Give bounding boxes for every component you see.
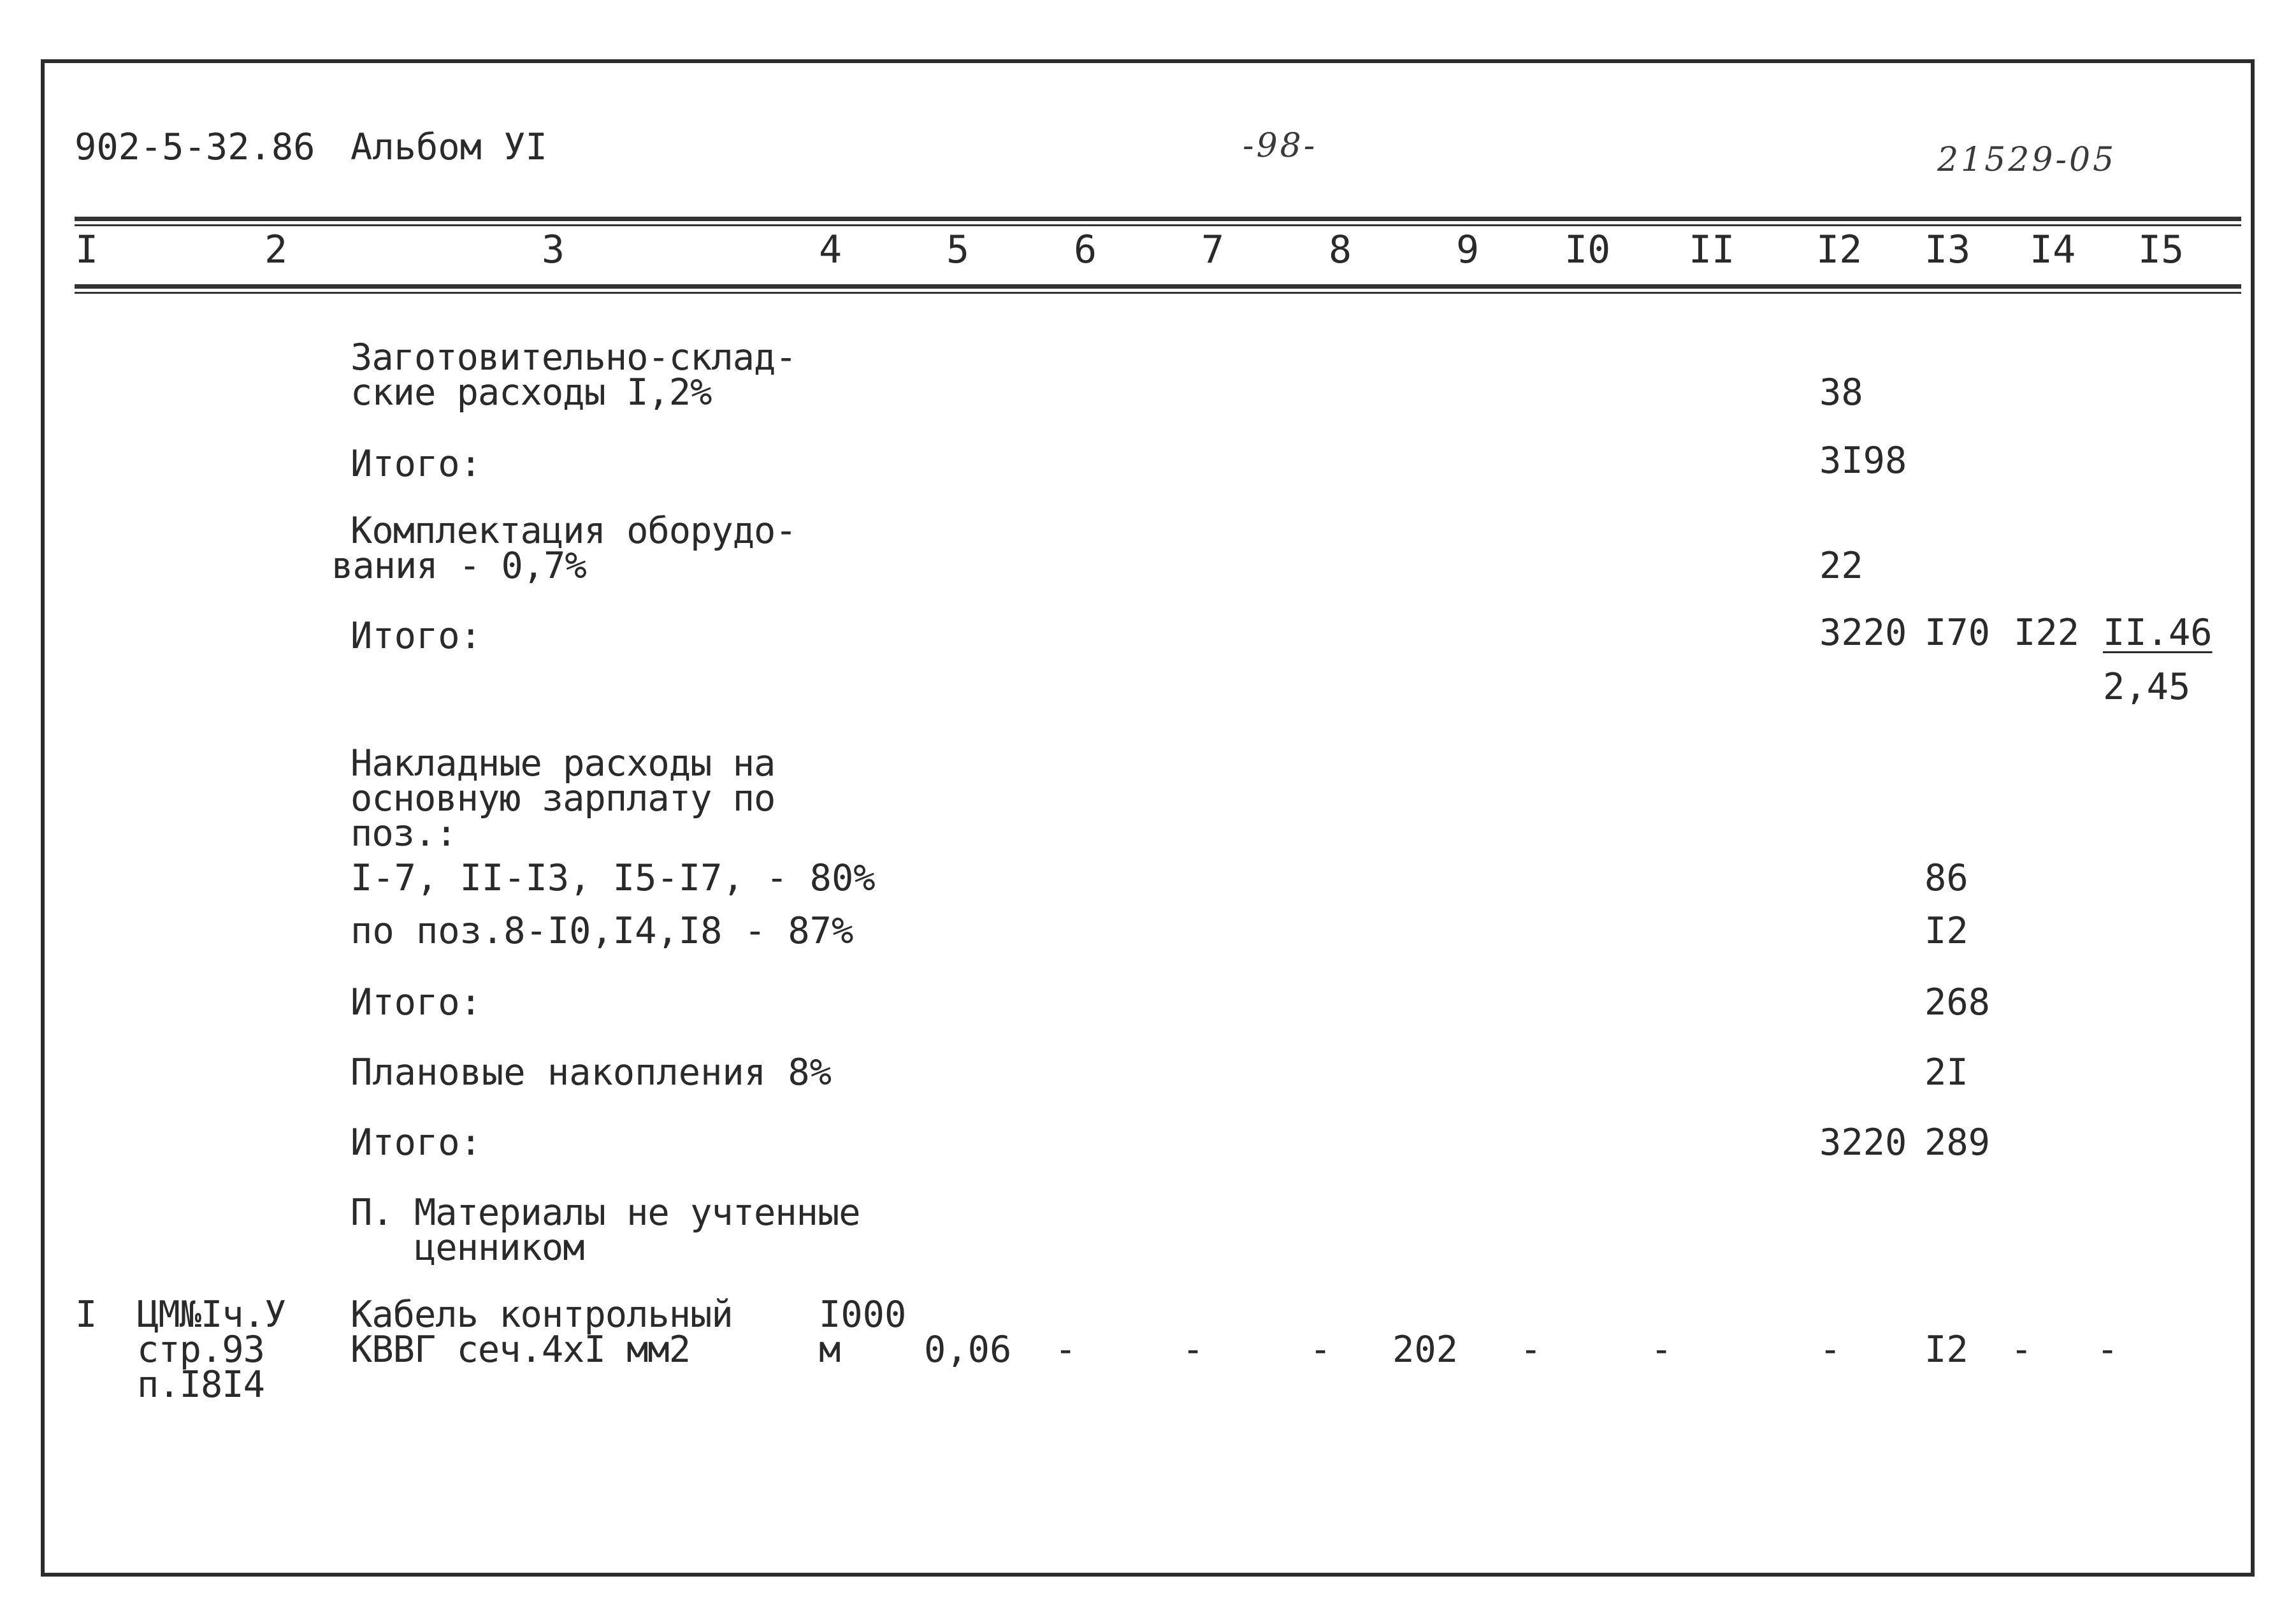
column-header-15: I5 — [2138, 228, 2184, 272]
column-header-5: 5 — [946, 228, 970, 272]
equipment-label-line1: Комплектация оборудо- — [350, 510, 797, 552]
column-header-11: II — [1689, 228, 1735, 272]
equipment-col12: 22 — [1819, 545, 1863, 587]
column-header-6: 6 — [1074, 228, 1097, 272]
column-header-2: 2 — [264, 228, 288, 272]
overhead-rate-b-label: по поз.8-I0,I4,I8 - 87% — [350, 910, 854, 952]
column-header-13: I3 — [1924, 228, 1971, 272]
storage-costs-label-line2: ские расходы I,2% — [350, 372, 712, 414]
cable-row-quantity: I000 — [819, 1294, 907, 1336]
cable-row-name-line2: КВВГ сеч.4хI мм2 — [350, 1329, 691, 1371]
overhead-rate-b-col13: I2 — [1924, 910, 1968, 952]
column-header-4: 4 — [819, 228, 842, 272]
cable-row-ref-line3: п.I8I4 — [137, 1364, 264, 1406]
inventory-number: 21529-05 — [1937, 141, 2117, 179]
cable-row-col10: - — [1520, 1329, 1542, 1371]
total-1-label: Итого: — [350, 443, 482, 485]
planned-savings-col13: 2I — [1924, 1051, 1968, 1094]
cable-row-col12: - — [1819, 1329, 1842, 1371]
cable-row-col11: - — [1650, 1329, 1673, 1371]
cable-row-col8: - — [1310, 1329, 1332, 1371]
total-4-label: Итого: — [350, 1122, 482, 1164]
cable-row-col13: I2 — [1924, 1329, 1968, 1371]
overhead-label-line2: основную зарплату по — [350, 777, 776, 820]
total-3-col13: 268 — [1924, 981, 1990, 1023]
cable-row-ref-line1: ЦМ№Iч.У — [137, 1294, 286, 1336]
total-3-label: Итого: — [350, 981, 482, 1023]
header-rule-bottom-thin — [75, 292, 2241, 294]
column-header-3: 3 — [542, 228, 565, 272]
header-rule-bottom — [75, 284, 2241, 289]
cable-row-ref-line2: стр.93 — [137, 1329, 264, 1371]
page-number: -98- — [1243, 127, 1318, 165]
column-header-7: 7 — [1201, 228, 1225, 272]
column-header-1: I — [75, 228, 99, 272]
total-4-col12: 3220 — [1819, 1122, 1907, 1164]
overhead-label-line3: поз.: — [350, 813, 457, 855]
column-header-8: 8 — [1329, 228, 1352, 272]
section-2-heading-line1: П. Материалы не учтенные — [350, 1192, 860, 1234]
cable-row-col15: - — [2097, 1329, 2119, 1371]
section-2-heading-line2: ценником — [414, 1227, 584, 1269]
overhead-rate-a-col13: 86 — [1924, 857, 1968, 899]
header-rule-top — [75, 217, 2241, 221]
total-2-col12: 3220 — [1819, 612, 1907, 654]
total-2-col13: I70 — [1924, 612, 1990, 654]
total-2-col15-denominator: 2,45 — [2103, 666, 2191, 708]
cable-row-col6: - — [1055, 1329, 1077, 1371]
document-code: 902-5-32.86 — [75, 126, 315, 168]
cable-row-col9: 202 — [1392, 1329, 1458, 1371]
cable-row-name-line1: Кабель контрольный — [350, 1294, 733, 1336]
cable-row-col14: - — [2011, 1329, 2033, 1371]
total-2-label: Итого: — [350, 615, 482, 657]
overhead-label-line1: Накладные расходы на — [350, 742, 776, 784]
total-2-col14: I22 — [2014, 612, 2079, 654]
cable-row-position: I — [75, 1294, 97, 1336]
equipment-label-line2: вания - 0,7% — [331, 545, 586, 587]
column-header-12: I2 — [1816, 228, 1863, 272]
cable-row-col5: 0,06 — [924, 1329, 1012, 1371]
total-1-col12: 3I98 — [1819, 440, 1907, 482]
storage-costs-label-line1: Заготовительно-склад- — [350, 336, 797, 379]
cable-row-unit: м — [819, 1329, 841, 1371]
column-header-14: I4 — [2030, 228, 2076, 272]
column-header-9: 9 — [1456, 228, 1480, 272]
storage-costs-col12: 38 — [1819, 372, 1863, 414]
cable-row-col7: - — [1182, 1329, 1204, 1371]
overhead-rate-a-label: I-7, II-I3, I5-I7, - 80% — [350, 857, 876, 899]
total-2-col15-numerator: II.46 — [2103, 612, 2213, 654]
planned-savings-label: Плановые накопления 8% — [350, 1051, 832, 1094]
album-title: Альбом УI — [350, 126, 547, 168]
total-4-col13: 289 — [1924, 1122, 1990, 1164]
column-header-10: I0 — [1564, 228, 1611, 272]
header-rule-top-thin — [75, 224, 2241, 226]
